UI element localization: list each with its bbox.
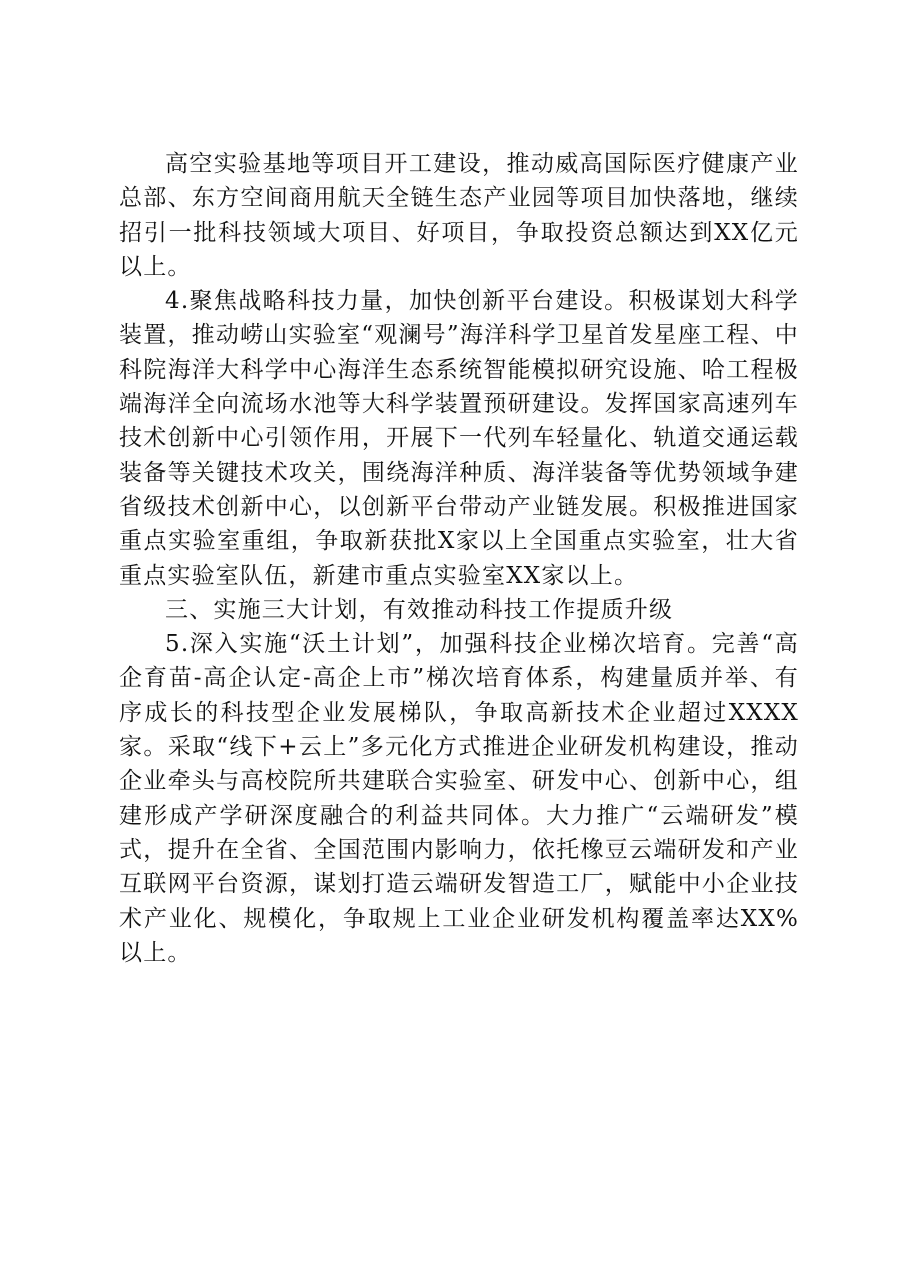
paragraph-wotu-plan: 5.深入实施“沃土计划”，加强科技企业梯次培育。完善“高企育苗-高企认定-高企上市”梯次培育体系，构建量质并举、有序成长的科技型企业发展梯队，争取高新技术企业超过XXXX家。采取“线下+云上”多元化方式推进企业研发机构建设，推动企业牵头与高校院所共建联合实验室、研发中心、创新中心，组建形成产学研深度融合的利益共同体。大力推广“云端研发”模式，提升在全省、全国范围内影响力，依托橡豆云端研发和产业互联网平台资源，谋划打造云端研发智造工厂，赋能中小企业技术产业化、规模化，争取规上工业企业研发机构覆盖率达XX%以上。 [119, 631, 799, 966]
paragraph-innovation-platforms: 4.聚焦战略科技力量，加快创新平台建设。积极谋划大科学装置，推动崂山实验室“观澜号”海洋科学卫星首发星座工程、中科院海洋大科学中心海洋生态系统智能模拟研究设施、哈工程极端海洋全向流场水池等大科学装置预研建设。发挥国家高速列车技术创新中心引领作用，开展下一代列车轻量化、轨道交通运载装备等关键技术攻关，围绕海洋种质、海洋装备等优势领域争建省级技术创新中心，以创新平台带动产业链发展。积极推进国家重点实验室重组，争取新获批X家以上全国重点实验室，壮大省重点实验室队伍，新建市重点实验室XX家以上。 [119, 288, 799, 589]
section-heading-three-plans: 三、实施三大计划，有效推动科技工作提质升级 [165, 596, 674, 623]
paragraph-project-construction: 高空实验基地等项目开工建设，推动威高国际医疗健康产业总部、东方空间商用航天全链生态产业园等项目加快落地，继续招引一批科技领域大项目、好项目，争取投资总额达到XX亿元以上。 [119, 151, 799, 280]
document-body [119, 147, 799, 970]
